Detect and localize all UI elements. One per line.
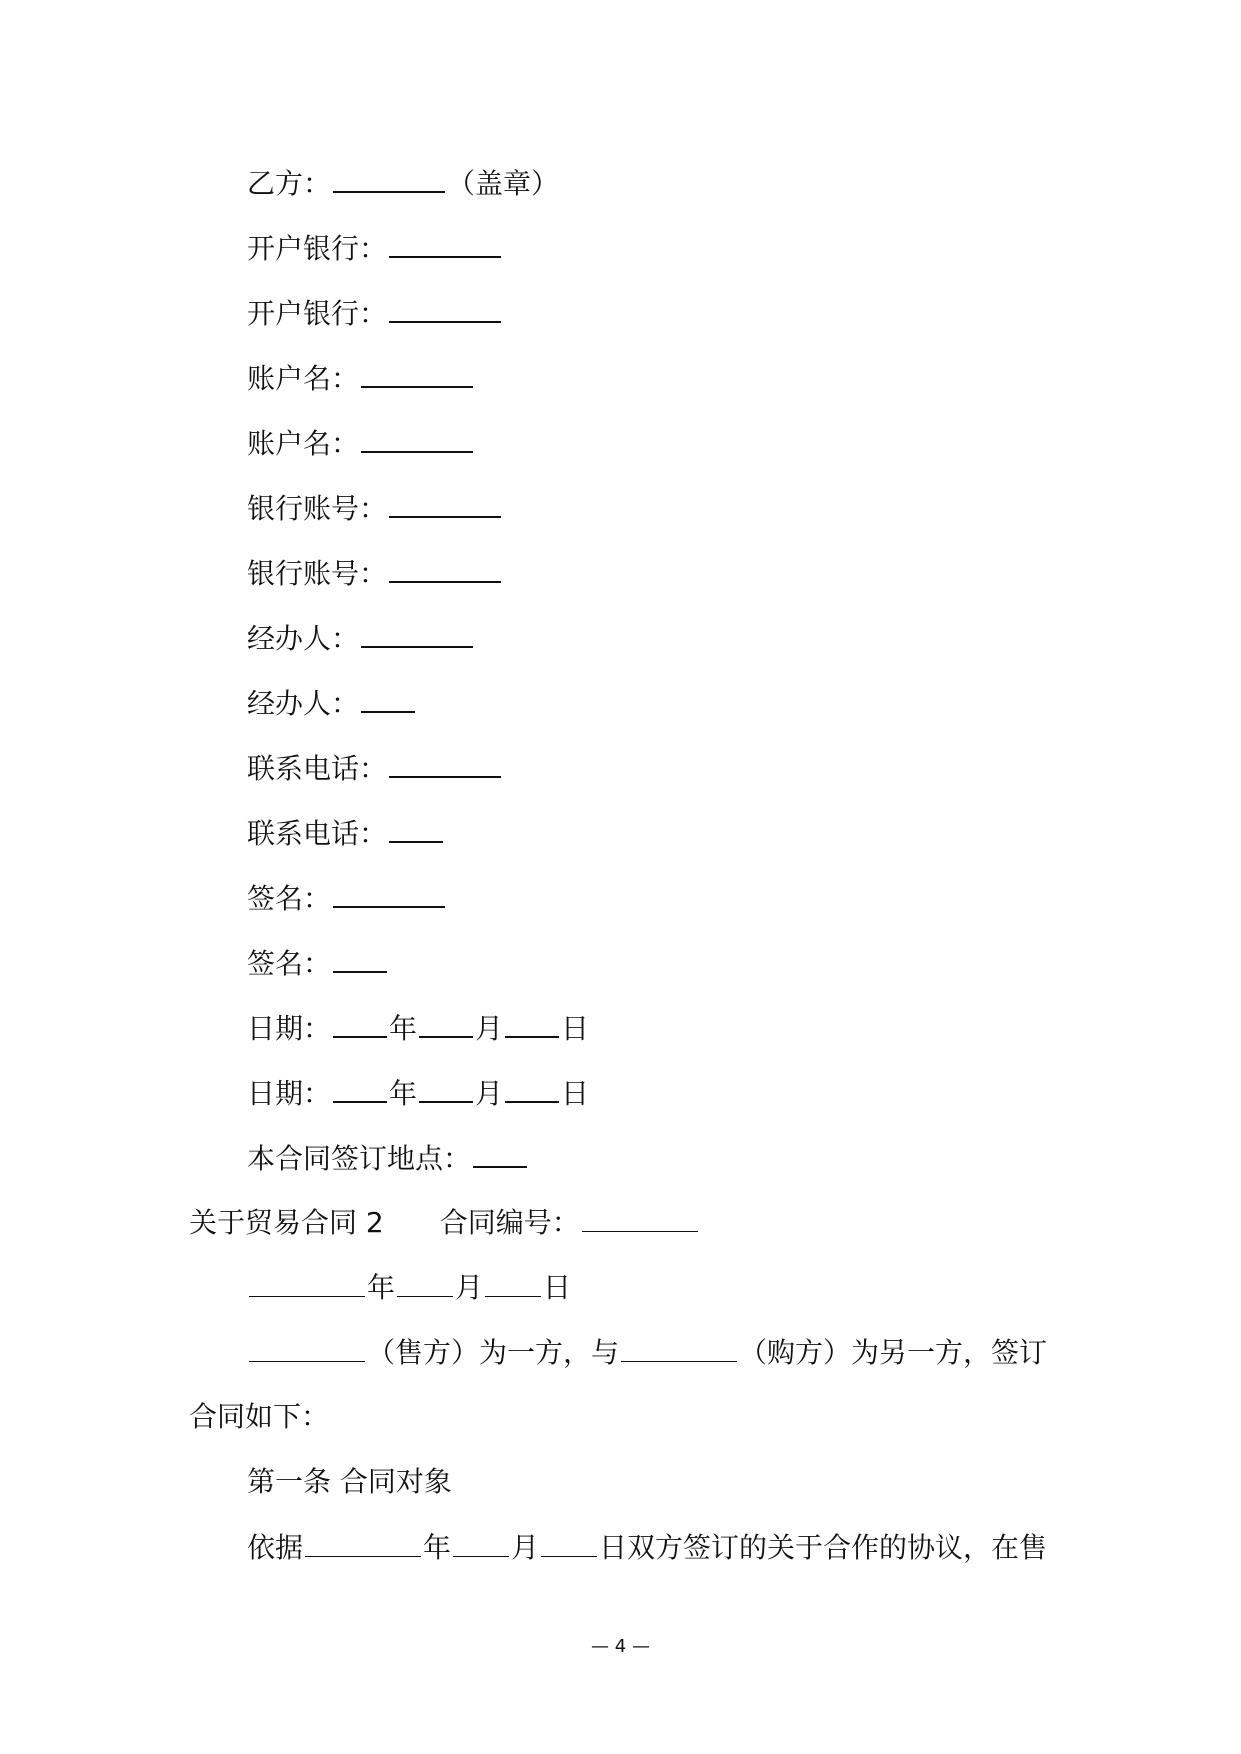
basis-start: 依据 <box>247 1531 304 1564</box>
year-blank[interactable] <box>249 1270 365 1297</box>
phone-line-1 <box>247 750 503 786</box>
year-blank[interactable] <box>333 1010 387 1038</box>
bank-line-2 <box>247 295 503 331</box>
agent-line-1 <box>247 620 475 656</box>
account-name-line-2 <box>247 425 475 461</box>
agent-blank[interactable] <box>361 685 415 713</box>
seal-label: （盖章） <box>447 167 560 200</box>
day-label: 日 <box>561 1077 590 1110</box>
bank-label: 开户银行： <box>247 297 388 330</box>
bank-label: 开户银行： <box>247 232 388 265</box>
account-name-line-1 <box>247 360 475 396</box>
month-label: 月 <box>475 1012 504 1045</box>
month-label: 月 <box>511 1531 540 1564</box>
phone-blank[interactable] <box>389 750 501 778</box>
account-no-line-1 <box>247 490 503 526</box>
parties-line <box>247 1335 1047 1370</box>
account-name-blank[interactable] <box>361 425 473 453</box>
month-blank[interactable] <box>453 1530 509 1557</box>
year-blank[interactable] <box>333 1075 387 1103</box>
month-label: 月 <box>455 1271 484 1304</box>
year-label: 年 <box>389 1012 418 1045</box>
account-name-label: 账户名： <box>247 362 360 395</box>
date-line-2 <box>247 1075 589 1111</box>
agreement-text: 合同如下： <box>189 1400 330 1433</box>
month-blank[interactable] <box>419 1075 473 1103</box>
party-b-blank[interactable] <box>333 165 445 193</box>
phone-label: 联系电话： <box>247 817 388 850</box>
sign-label: 签名： <box>247 947 332 980</box>
month-blank[interactable] <box>419 1010 473 1038</box>
bank-blank[interactable] <box>389 295 501 323</box>
sign-blank[interactable] <box>333 880 445 908</box>
day-blank[interactable] <box>541 1530 597 1557</box>
place-line <box>247 1140 529 1176</box>
bank-blank[interactable] <box>389 230 501 258</box>
account-no-blank[interactable] <box>389 490 501 518</box>
month-blank[interactable] <box>397 1270 453 1297</box>
agreement-line <box>189 1400 329 1434</box>
date-line-1 <box>247 1010 589 1046</box>
phone-blank[interactable] <box>389 815 443 843</box>
sign-label: 签名： <box>247 882 332 915</box>
article-heading <box>247 1465 452 1499</box>
day-label: 日 <box>543 1271 572 1304</box>
contract-title: 关于贸易合同 2 <box>189 1206 384 1239</box>
day-blank[interactable] <box>505 1010 559 1038</box>
agent-line-2 <box>247 685 417 721</box>
article-1-title: 第一条 合同对象 <box>247 1465 452 1498</box>
sign-line-2 <box>247 945 389 981</box>
account-no-label: 银行账号： <box>247 557 388 590</box>
contract-heading-line <box>189 1205 700 1240</box>
date-label: 日期： <box>247 1077 332 1110</box>
place-label: 本合同签订地点： <box>247 1142 472 1175</box>
sign-blank[interactable] <box>333 945 387 973</box>
party-b-line <box>247 165 559 201</box>
account-no-label: 银行账号： <box>247 492 388 525</box>
seller-text: （售方）为一方，与 <box>367 1336 620 1369</box>
agent-label: 经办人： <box>247 687 360 720</box>
account-no-blank[interactable] <box>389 555 501 583</box>
place-blank[interactable] <box>473 1140 527 1168</box>
page-number: — 4 — <box>591 1636 650 1657</box>
account-name-blank[interactable] <box>361 360 473 388</box>
seller-blank[interactable] <box>249 1335 365 1362</box>
bank-line-1 <box>247 230 503 266</box>
year-label: 年 <box>367 1271 396 1304</box>
buyer-blank[interactable] <box>621 1335 737 1362</box>
contract-no-blank[interactable] <box>582 1205 698 1232</box>
agent-blank[interactable] <box>361 620 473 648</box>
account-name-label: 账户名： <box>247 427 360 460</box>
basis-end: 日双方签订的关于合作的协议，在售 <box>599 1531 1048 1564</box>
year-label: 年 <box>389 1077 418 1110</box>
contract-no-label: 合同编号： <box>439 1206 580 1239</box>
phone-label: 联系电话： <box>247 752 388 785</box>
contract-date-line <box>247 1270 571 1305</box>
sign-line-1 <box>247 880 447 916</box>
day-label: 日 <box>561 1012 590 1045</box>
day-blank[interactable] <box>485 1270 541 1297</box>
day-blank[interactable] <box>505 1075 559 1103</box>
agent-label: 经办人： <box>247 622 360 655</box>
account-no-line-2 <box>247 555 503 591</box>
party-b-label: 乙方： <box>247 167 332 200</box>
year-label: 年 <box>423 1531 452 1564</box>
buyer-text: （购方）为另一方，签订 <box>739 1336 1048 1369</box>
date-label: 日期： <box>247 1012 332 1045</box>
basis-line <box>247 1530 1047 1565</box>
month-label: 月 <box>475 1077 504 1110</box>
phone-line-2 <box>247 815 445 851</box>
year-blank[interactable] <box>305 1530 421 1557</box>
